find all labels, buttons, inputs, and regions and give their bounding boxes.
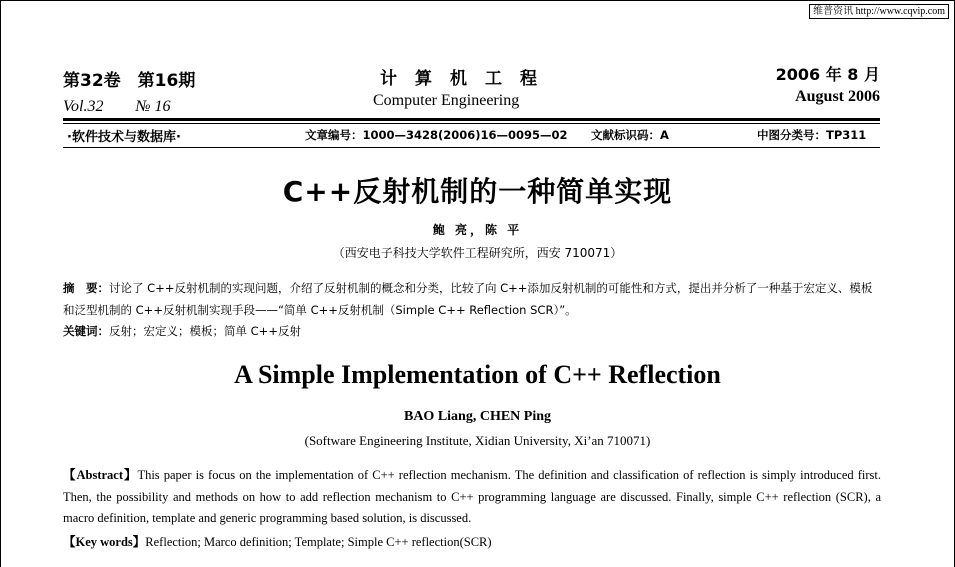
affiliation-cn: （西安电子科技大学软件工程研究所，西安 710071） — [332, 246, 623, 260]
volume-cn: 第32卷 第16期 — [63, 71, 196, 91]
classification-number: 中图分类号：TP311 — [757, 128, 867, 142]
volume-en: Vol.32 № 16 — [63, 98, 171, 115]
header-rule-thick — [63, 118, 880, 121]
header-rule-thin — [63, 123, 880, 124]
keywords-cn — [63, 323, 301, 339]
journal-name-en: Computer Engineering — [373, 92, 520, 109]
page-border-top — [0, 0, 955, 1]
journal-name-cn: 计算机工程 — [380, 69, 555, 89]
abstract-en — [63, 465, 881, 530]
keywords-en-text: Reflection; Marco definition; Template; Simple C++ reflection(SCR) — [145, 535, 492, 549]
keywords-en — [63, 532, 492, 550]
title-en: A Simple Implementation of C++ Reflection — [234, 360, 721, 389]
abstract-en-text: This paper is focus on the implementation of C++ reflection mechanism. The definition and classification of reflection is simply introduced first. Then, the possibility and methods on how to add reflection mechanism to C++ programming language are discussed. Finally, simple C++ reflection (SCR), a macro definition, template and generic programming based solution, is discussed. — [63, 468, 881, 525]
date-cn: 2006 年 8 月 — [775, 65, 880, 84]
abstract-en-label: 【Abstract】 — [63, 468, 138, 482]
keywords-cn-text: 反射；宏定义；模板；简单 C++反射 — [109, 324, 301, 338]
article-number: 文章编号：1000—3428(2006)16—0095—02 — [305, 128, 568, 142]
watermark: 维普资讯 http://www.cqvip.com — [809, 4, 949, 19]
abstract-cn-label: 摘 要： — [63, 281, 109, 295]
date-en: August 2006 — [795, 88, 880, 105]
affiliation-en: (Software Engineering Institute, Xidian University, Xi’an 710071) — [304, 433, 651, 448]
keywords-cn-label: 关键词： — [63, 324, 109, 338]
document-code: 文献标识码：A — [591, 128, 669, 142]
keywords-en-label: 【Key words】 — [63, 535, 146, 549]
authors-en: BAO Liang, CHEN Ping — [403, 409, 552, 424]
abstract-cn-text: 讨论了 C++反射机制的实现问题，介绍了反射机制的概念和分类，比较了向 C++添加反射机制的可能性和方式，提出并分析了一种基于宏定义、模板和泛型机制的 C++反射机制实现手段——“简单 C++反射机制（Simple C++ Reflection SCR）”。 — [63, 281, 873, 317]
abstract-cn — [63, 277, 881, 321]
page-border-left — [0, 0, 1, 567]
meta-rule — [63, 147, 880, 148]
section-label: ·软件技术与数据库· — [67, 130, 181, 145]
title-cn: C++反射机制的一种简单实现 — [282, 175, 673, 208]
authors-cn: 鲍 亮，陈 平 — [432, 223, 523, 237]
